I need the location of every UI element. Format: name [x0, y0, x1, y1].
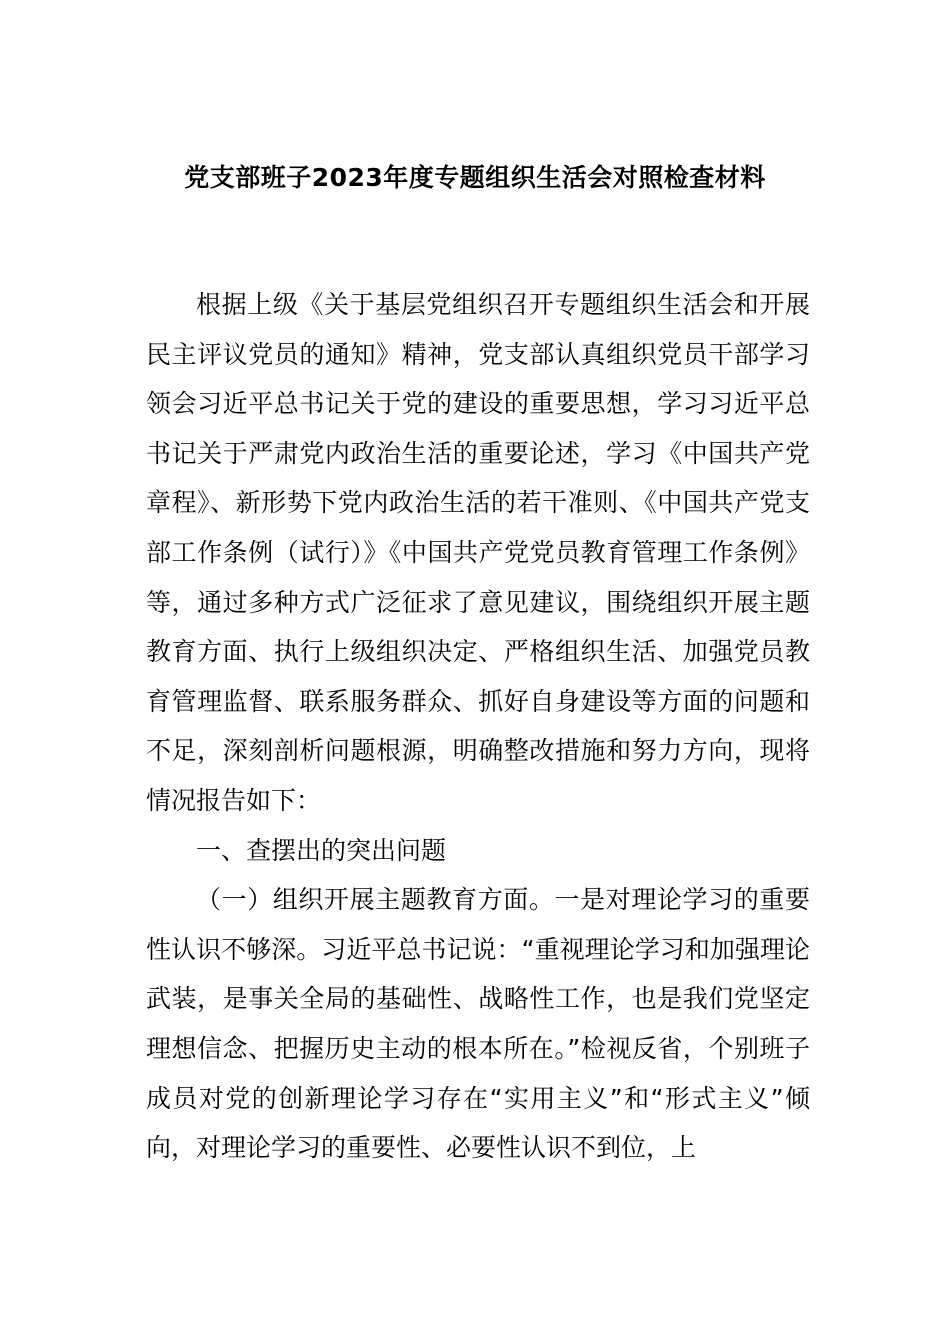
intro-paragraph: 根据上级《关于基层党组织召开专题组织生活会和开展民主评议党员的通知》精神，党支部认真组织党员干部学习领会习近平总书记关于党的建设的重要思想，学习习近平总书记关于严肃党内政治生活的重要论述，学习《中国共产党章程》、新形势下党内政治生活的若干准则、《中国共产党支部工作条例（试行）》《中国共产党党员教育管理工作条例》等，通过多种方式广泛征求了意见建议，围绕组织开展主题教育方面、执行上级组织决定、严格组织生活、加强党员教育管理监督、联系服务群众、抓好自身建设等方面的问题和不足，深刻剖析问题根源，明确整改措施和努力方向，现将情况报告如下：: [146, 290, 810, 815]
document-title: 党支部班子2023年度专题组织生活会对照检查材料: [184, 163, 766, 192]
subsection-paragraph: （一）组织开展主题教育方面。一是对理论学习的重要性认识不够深。习近平总书记说：“重视理论学习和加强理论武装，是事关全局的基础性、战略性工作，也是我们党坚定理想信念、把握历史主动的根本所在。”检视反省，个别班子成员对党的创新理论学习存在“实用主义”和“形式主义”倾向，对理论学习的重要性、必要性认识不到位，上: [146, 885, 810, 1163]
document-body: [146, 280, 810, 1173]
section-heading: 一、查摆出的突出问题: [196, 835, 447, 865]
